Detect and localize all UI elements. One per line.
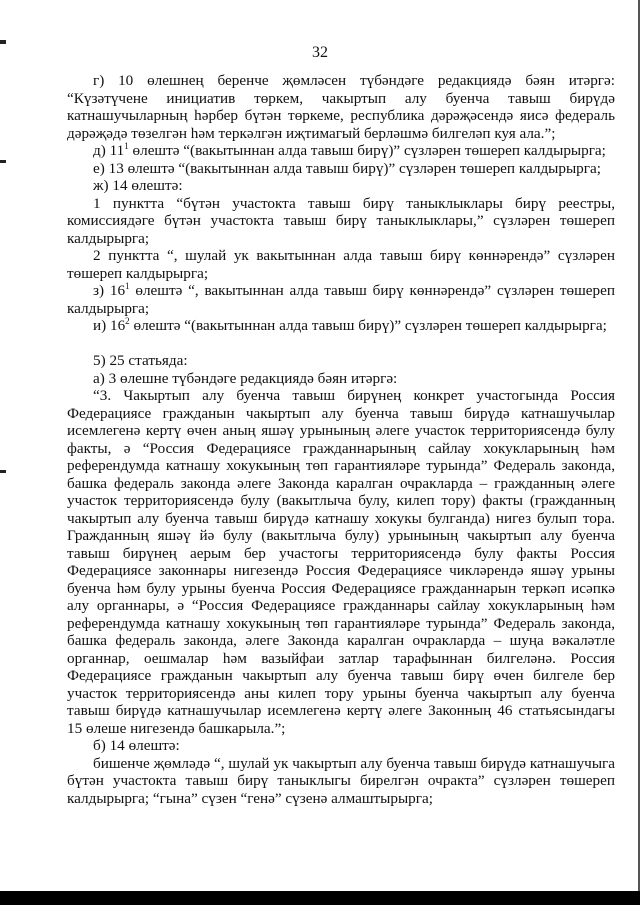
- part-3-intro: а) 3 өлешне түбәндәге редакциядә бәян итәргә:: [93, 369, 398, 387]
- item-2: 2 пунктта “, шулай ук вакытыннан алда тавыш бирү көннәрендә” сүзләрен төшереп калдырырга;: [67, 247, 615, 282]
- paragraph-13: е) 13 өлештә “(вакытыннан алда тавыш бирү)” сүзләрен төшереп калдырырга;: [93, 159, 601, 177]
- paragraph-11-1: [67, 142, 615, 160]
- paragraph-16-1-prefix: з) 16: [93, 282, 126, 299]
- superscript: 1: [124, 141, 129, 151]
- paragraph-16-2-prefix: и) 16: [93, 317, 126, 334]
- paragraph-16-2-text: өлештә “(вакытыннан алда тавыш бирү)” сүзләрен төшереп калдырырга;: [129, 317, 607, 334]
- paragraph-10-first-sentence: г) 10 өлешнең беренче җөмләсен түбәндәге редакциядә бәян итәргә: “Күзәтүчене инициатив төркем, чакыртып алу буенча тавыш бирүдә катнашучыларның һәрбер бүтән төркеме, республика дәрәҗәсендә яисә федераль дәрәҗәдә төзелгән һәм теркәлгән иҗтимагый берләшмә билгеләп куя ала.”;: [67, 72, 615, 142]
- document-body: [67, 72, 615, 807]
- article-25-heading: 5) 25 статьяда:: [93, 352, 188, 369]
- page-number: 32: [312, 44, 328, 61]
- paragraph-16-2: [67, 317, 615, 335]
- item-1: 1 пунктта “бүтән участокта тавыш бирү таныклыклары бирү реестры, комиссиядәге бүтән участокта тавыш бирү таныклыклары,” сүзләрен төшереп калдырырга;: [67, 194, 615, 247]
- scan-bottom-border: [0, 891, 640, 905]
- paragraph-16-1-text: өлештә “, вакытыннан алда тавыш бирү көннәрендә” сүзләрен төшереп калдырырга;: [67, 282, 615, 317]
- part-14-heading: б) 14 өлештә:: [93, 737, 180, 754]
- paragraph-16-1: [67, 282, 615, 317]
- scan-edge-mark: [0, 40, 6, 44]
- scan-edge-mark: [0, 160, 6, 163]
- fifth-sentence-amendment: бишенче җөмләдә “, шулай ук чакыртып алу буенча тавыш бирүдә катнашучыга бүтән участокта тавыш бирү таныклыгы бирелгән очракта” сүзләрен төшереп калдырырга; “гына” сүзен “генә” сүзенә алмаштырырга;: [67, 754, 615, 807]
- scan-edge-mark: [0, 470, 6, 473]
- superscript: 1: [125, 281, 130, 291]
- paragraph-11-1-text: өлештә “(вакытыннан алда тавыш бирү)” сүзләрен төшереп калдырырга;: [128, 142, 606, 159]
- superscript: 2: [125, 316, 130, 326]
- paragraph-14-heading: ж) 14 өлештә:: [93, 177, 183, 194]
- paragraph-11-1-prefix: д) 11: [93, 142, 125, 159]
- part-3-text: “3. Чакыртып алу буенча тавыш бирүнең конкрет участогында Россия Федерациясе гражданын чакыртып алу буенча тавыш бирүдә катнашучылар исемлегенә кертү өчен аның яшәү урынының әлеге участок территориясендә булу факты, ә “Россия Федерациясе гражданнарының сайлау хокукларының һәм референдумда катнашу хокукының төп гарантияләре турында” Федераль законда, башка федераль законда әлеге Законда каралган очракларда – гражданның әлеге участок территориясендә булу (вакытлыча булу, килеп тору) факты (гражданның чакыртып алу буенча тавыш бирүдә катнашу хокукы булганда) нигез булып тора. Гражданның яшәү йә булу (вакытлыча булу) урынының чакыртып алу буенча тавыш бирүнең аерым бер участогы территориясендә булу факты Россия Федерациясе законнары нигезендә Россия Федерациясе чикләрендә яшәү урыны буенча һәм булу урыны буенча Россия Федерациясе гражданнарын теркәп исәпкә алу органнары, ә “Россия Федерациясе гражданнары сайлау хокукларының һәм референдумда катнашу хокукының төп гарантияләре турында” Федераль законда, башка федераль законда, әлеге Законда каралган очракларда – шуңа вәкаләтле органнар, оешмалар һәм вазыйфаи затлар тарафыннан билгеләнә. Россия Федерациясе гражданын чакыртып алу буенча тавыш бирү өчен билгеле бер участок территориясендә аны килеп тору урыны буенча чакыртып алу буенча тавыш бирүдә катнашучылар исемлегенә кертү әлеге Законның 46 статьясындагы 15 өлеше нигезендә башкарыла.”;: [67, 387, 615, 737]
